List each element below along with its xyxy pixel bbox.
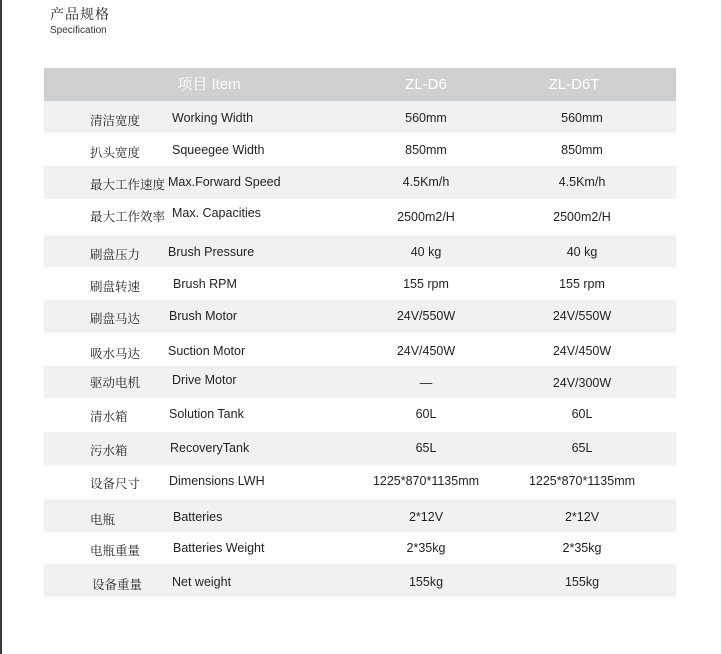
model-1-value: 155kg <box>408 575 444 589</box>
item-label-cn: 设备尺寸 <box>90 476 141 491</box>
model-1-value: 2*12V <box>408 510 444 524</box>
table-row <box>44 398 676 432</box>
model-2-value: 155 rpm <box>559 277 605 291</box>
table-row <box>44 333 676 366</box>
item-label-en: Batteries Weight <box>173 541 265 555</box>
item-label-cn: 设备重量 <box>92 577 143 592</box>
item-label-en: Brush Motor <box>169 309 238 323</box>
header-item: 项目 Item <box>177 76 241 93</box>
model-2-value: 4.5Km/h <box>558 175 606 189</box>
model-1-value: 24V/450W <box>396 344 456 358</box>
item-label-en: Brush Pressure <box>168 245 255 259</box>
item-label-cn: 吸水马达 <box>90 346 141 361</box>
spec-table <box>44 68 676 597</box>
table-row <box>44 235 676 267</box>
item-label-en: RecoveryTank <box>170 441 250 455</box>
item-label-cn: 刷盘压力 <box>90 247 141 262</box>
model-1-value: 65L <box>415 441 437 455</box>
spec-table-header <box>44 68 676 101</box>
item-label-cn: 刷盘马达 <box>90 311 141 326</box>
spec-table-body <box>44 101 676 597</box>
item-label-cn: 电瓶重量 <box>90 543 141 558</box>
table-row <box>44 499 676 532</box>
table-row <box>44 133 676 166</box>
model-2-value: 850mm <box>561 143 603 157</box>
section-heading <box>50 7 110 37</box>
model-2-value: 24V/550W <box>552 309 612 323</box>
item-label-en: Max. Capacities <box>172 206 261 220</box>
model-1-value: 850mm <box>405 143 447 157</box>
model-2-value: 40 kg <box>566 245 598 259</box>
item-label-en: Brush RPM <box>173 277 237 291</box>
model-2-value: 60L <box>571 407 593 421</box>
model-2-value: 24V/300W <box>552 376 612 390</box>
item-label-en: Drive Motor <box>172 373 237 387</box>
table-row <box>44 432 676 465</box>
header-model-2: ZL-D6T <box>548 76 600 93</box>
page-left-edge <box>0 0 2 654</box>
item-label-en: Solution Tank <box>169 407 244 421</box>
model-1-value: 24V/550W <box>396 309 456 323</box>
model-1-value: 60L <box>415 407 437 421</box>
item-label-en: Suction Motor <box>168 344 246 358</box>
item-label-en: Net weight <box>172 575 232 589</box>
item-label-en: Squeegee Width <box>172 143 265 157</box>
item-label-cn: 清洁宽度 <box>90 113 141 128</box>
model-2-value: 2*35kg <box>562 541 602 555</box>
model-1-value: 40 kg <box>410 245 442 259</box>
item-label-cn: 最大工作效率 <box>90 209 166 224</box>
model-1-value: 560mm <box>405 111 447 125</box>
model-1-value: 2500m2/H <box>397 210 455 224</box>
item-label-cn: 最大工作速度 <box>90 177 166 192</box>
model-1-value: 4.5Km/h <box>402 175 450 189</box>
table-row <box>44 532 676 564</box>
section-title-cn: 产品规格 <box>50 7 110 23</box>
table-row <box>44 101 676 133</box>
item-label-cn: 清水箱 <box>90 409 128 424</box>
model-1-value: 155 rpm <box>403 277 449 291</box>
item-label-cn: 刷盘转速 <box>90 279 141 294</box>
header-model-1: ZL-D6 <box>405 76 447 93</box>
table-row <box>44 564 676 597</box>
item-label-cn: 扒头宽度 <box>90 145 141 160</box>
table-row <box>44 166 676 199</box>
table-row <box>44 465 676 499</box>
item-label-cn: 电瓶 <box>90 512 116 527</box>
table-row <box>44 267 676 300</box>
model-1-value: 2*35kg <box>406 541 446 555</box>
section-title-en: Specification <box>50 25 107 36</box>
item-label-en: Max.Forward Speed <box>168 175 281 189</box>
model-2-value: 65L <box>571 441 593 455</box>
model-2-value: 560mm <box>561 111 603 125</box>
item-label-en: Batteries <box>173 510 223 524</box>
table-row <box>44 300 676 333</box>
model-1-value: — <box>419 376 433 390</box>
model-2-value: 1225*870*1135mm <box>528 474 636 488</box>
item-label-cn: 污水箱 <box>90 443 128 458</box>
model-2-value: 2*12V <box>564 510 600 524</box>
item-label-en: Working Width <box>172 111 254 125</box>
table-row <box>44 199 676 235</box>
model-2-value: 2500m2/H <box>553 210 611 224</box>
model-2-value: 24V/450W <box>552 344 612 358</box>
model-2-value: 155kg <box>564 575 600 589</box>
table-row <box>44 366 676 398</box>
item-label-en: Dimensions LWH <box>169 474 265 488</box>
model-1-value: 1225*870*1135mm <box>372 474 480 488</box>
item-label-cn: 驱动电机 <box>90 375 141 390</box>
